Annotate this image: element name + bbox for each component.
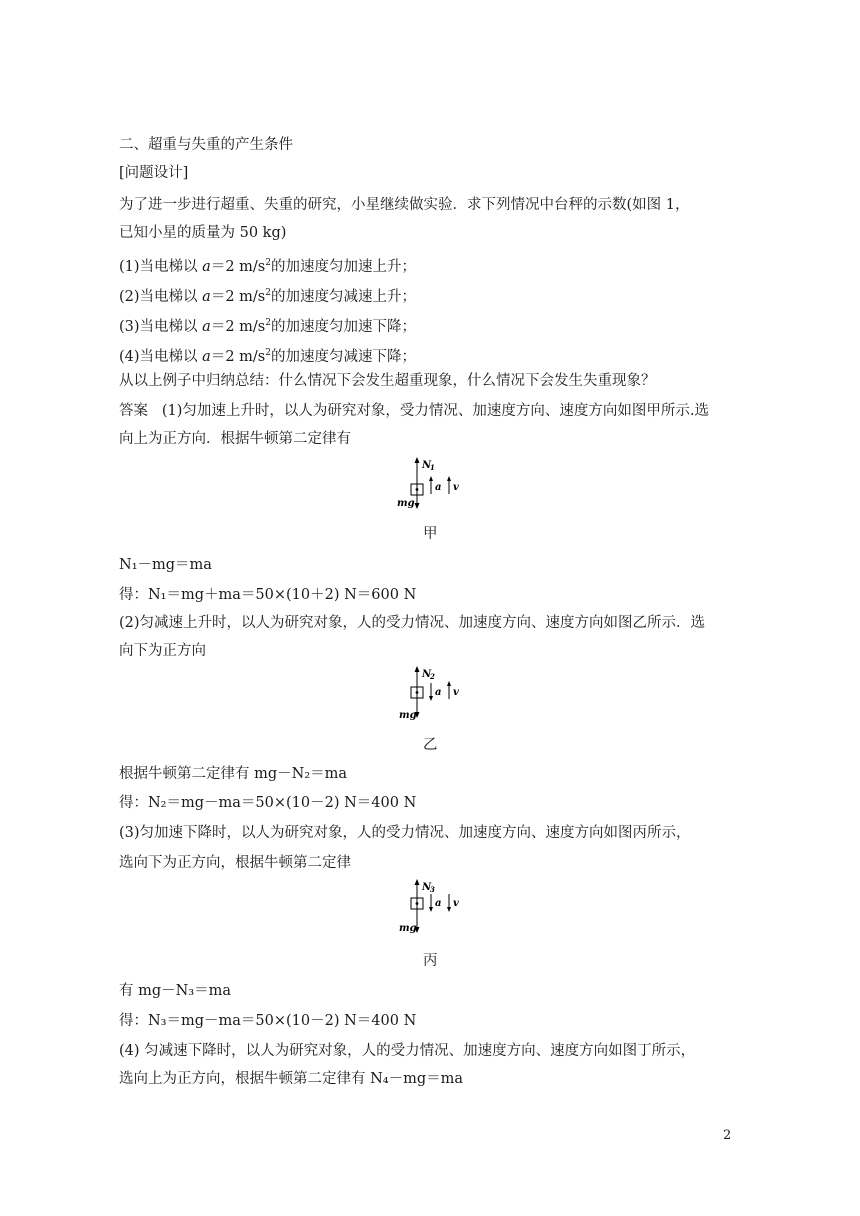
answer-p3-line2: 选向下为正方向，根据牛顿第二定律 (119, 855, 351, 871)
n3-label: N (422, 882, 432, 893)
problem-tag: [问题设计] (119, 165, 189, 181)
result-1: 得：N₁＝mg＋ma＝50×(10＋2) N＝600 N (119, 587, 417, 603)
force-diagram-jia (395, 456, 475, 520)
case-4: (4)当电梯以 a＝2 $m/s^2$的加速度匀减速下降； (119, 348, 416, 365)
n2-subscript: 2 (430, 672, 435, 681)
section-title: 二、超重与失重的产生条件 (119, 137, 293, 153)
answer-p2-line2: 向下为正方向 (119, 643, 206, 659)
answer-p4-line1: (4) 匀减速下降时，以人为研究对象，人的受力情况、加速度方向、速度方向如图丁所示， (119, 1043, 696, 1059)
equation-2: 根据牛顿第二定律有 mg－N₂＝ma (119, 766, 348, 782)
figure-caption-jia: 甲 (423, 526, 438, 542)
a-label: a (435, 687, 442, 698)
intro-line-1: 为了进一步进行超重、失重的研究，小星继续做实验．求下列情况中台秤的示数(如图 1， (119, 197, 690, 213)
v-label: v (453, 898, 459, 909)
answer-p1-line2: 向上为正方向．根据牛顿第二定律有 (119, 431, 351, 447)
result-3: 得：N₃＝mg－ma＝50×(10－2) N＝400 N (119, 1013, 417, 1029)
question-line: 从以上例子中归纳总结：什么情况下会发生超重现象，什么情况下会发生失重现象？ (119, 373, 656, 389)
mg-label: mg (397, 498, 415, 509)
mg-label: mg (399, 923, 417, 934)
figure-caption-yi: 乙 (423, 737, 438, 753)
intro-line-2: 已知小星的质量为 50 kg) (119, 225, 287, 241)
n1-subscript: 1 (430, 463, 435, 472)
answer-label: 答案 (119, 403, 148, 419)
n3-subscript: 3 (430, 885, 435, 894)
case-1: (1)当电梯以 a＝2 $m/s^2$的加速度匀加速上升； (119, 258, 416, 275)
force-diagram-bing (395, 878, 475, 944)
n2-label: N (422, 669, 432, 680)
case-2: (2)当电梯以 a＝2 $m/s^2$的加速度匀减速上升； (119, 288, 416, 305)
v-label: v (453, 687, 459, 698)
result-2: 得：N₂＝mg－ma＝50×(10－2) N＝400 N (119, 795, 417, 811)
answer-p1-line1: 答案 (1)匀加速上升时，以人为研究对象，受力情况、加速度方向、速度方向如图甲所示.选 (119, 403, 709, 419)
answer-p3-line1: (3)匀加速下降时，以人为研究对象，人的受力情况、加速度方向、速度方向如图丙所示， (119, 825, 691, 841)
figure-caption-bing: 丙 (423, 953, 438, 969)
a-label: a (435, 482, 442, 493)
mg-label: mg (399, 710, 417, 721)
v-label: v (453, 482, 459, 493)
n1-label: N (422, 460, 432, 471)
a-label: a (435, 898, 442, 909)
answer-p4-line2: 选向上为正方向，根据牛顿第二定律有 N₄－mg＝ma (119, 1071, 464, 1087)
force-diagram-yi (395, 665, 475, 729)
page-number: 2 (723, 1128, 732, 1143)
answer-p2-line1: (2)匀减速上升时，以人为研究对象，人的受力情况、加速度方向、速度方向如图乙所示．选 (119, 615, 706, 631)
equation-1: N₁－mg＝ma (119, 557, 212, 573)
equation-3: 有 mg－N₃＝ma (119, 983, 232, 999)
case-3: (3)当电梯以 a＝2 $m/s^2$的加速度匀加速下降； (119, 318, 416, 335)
